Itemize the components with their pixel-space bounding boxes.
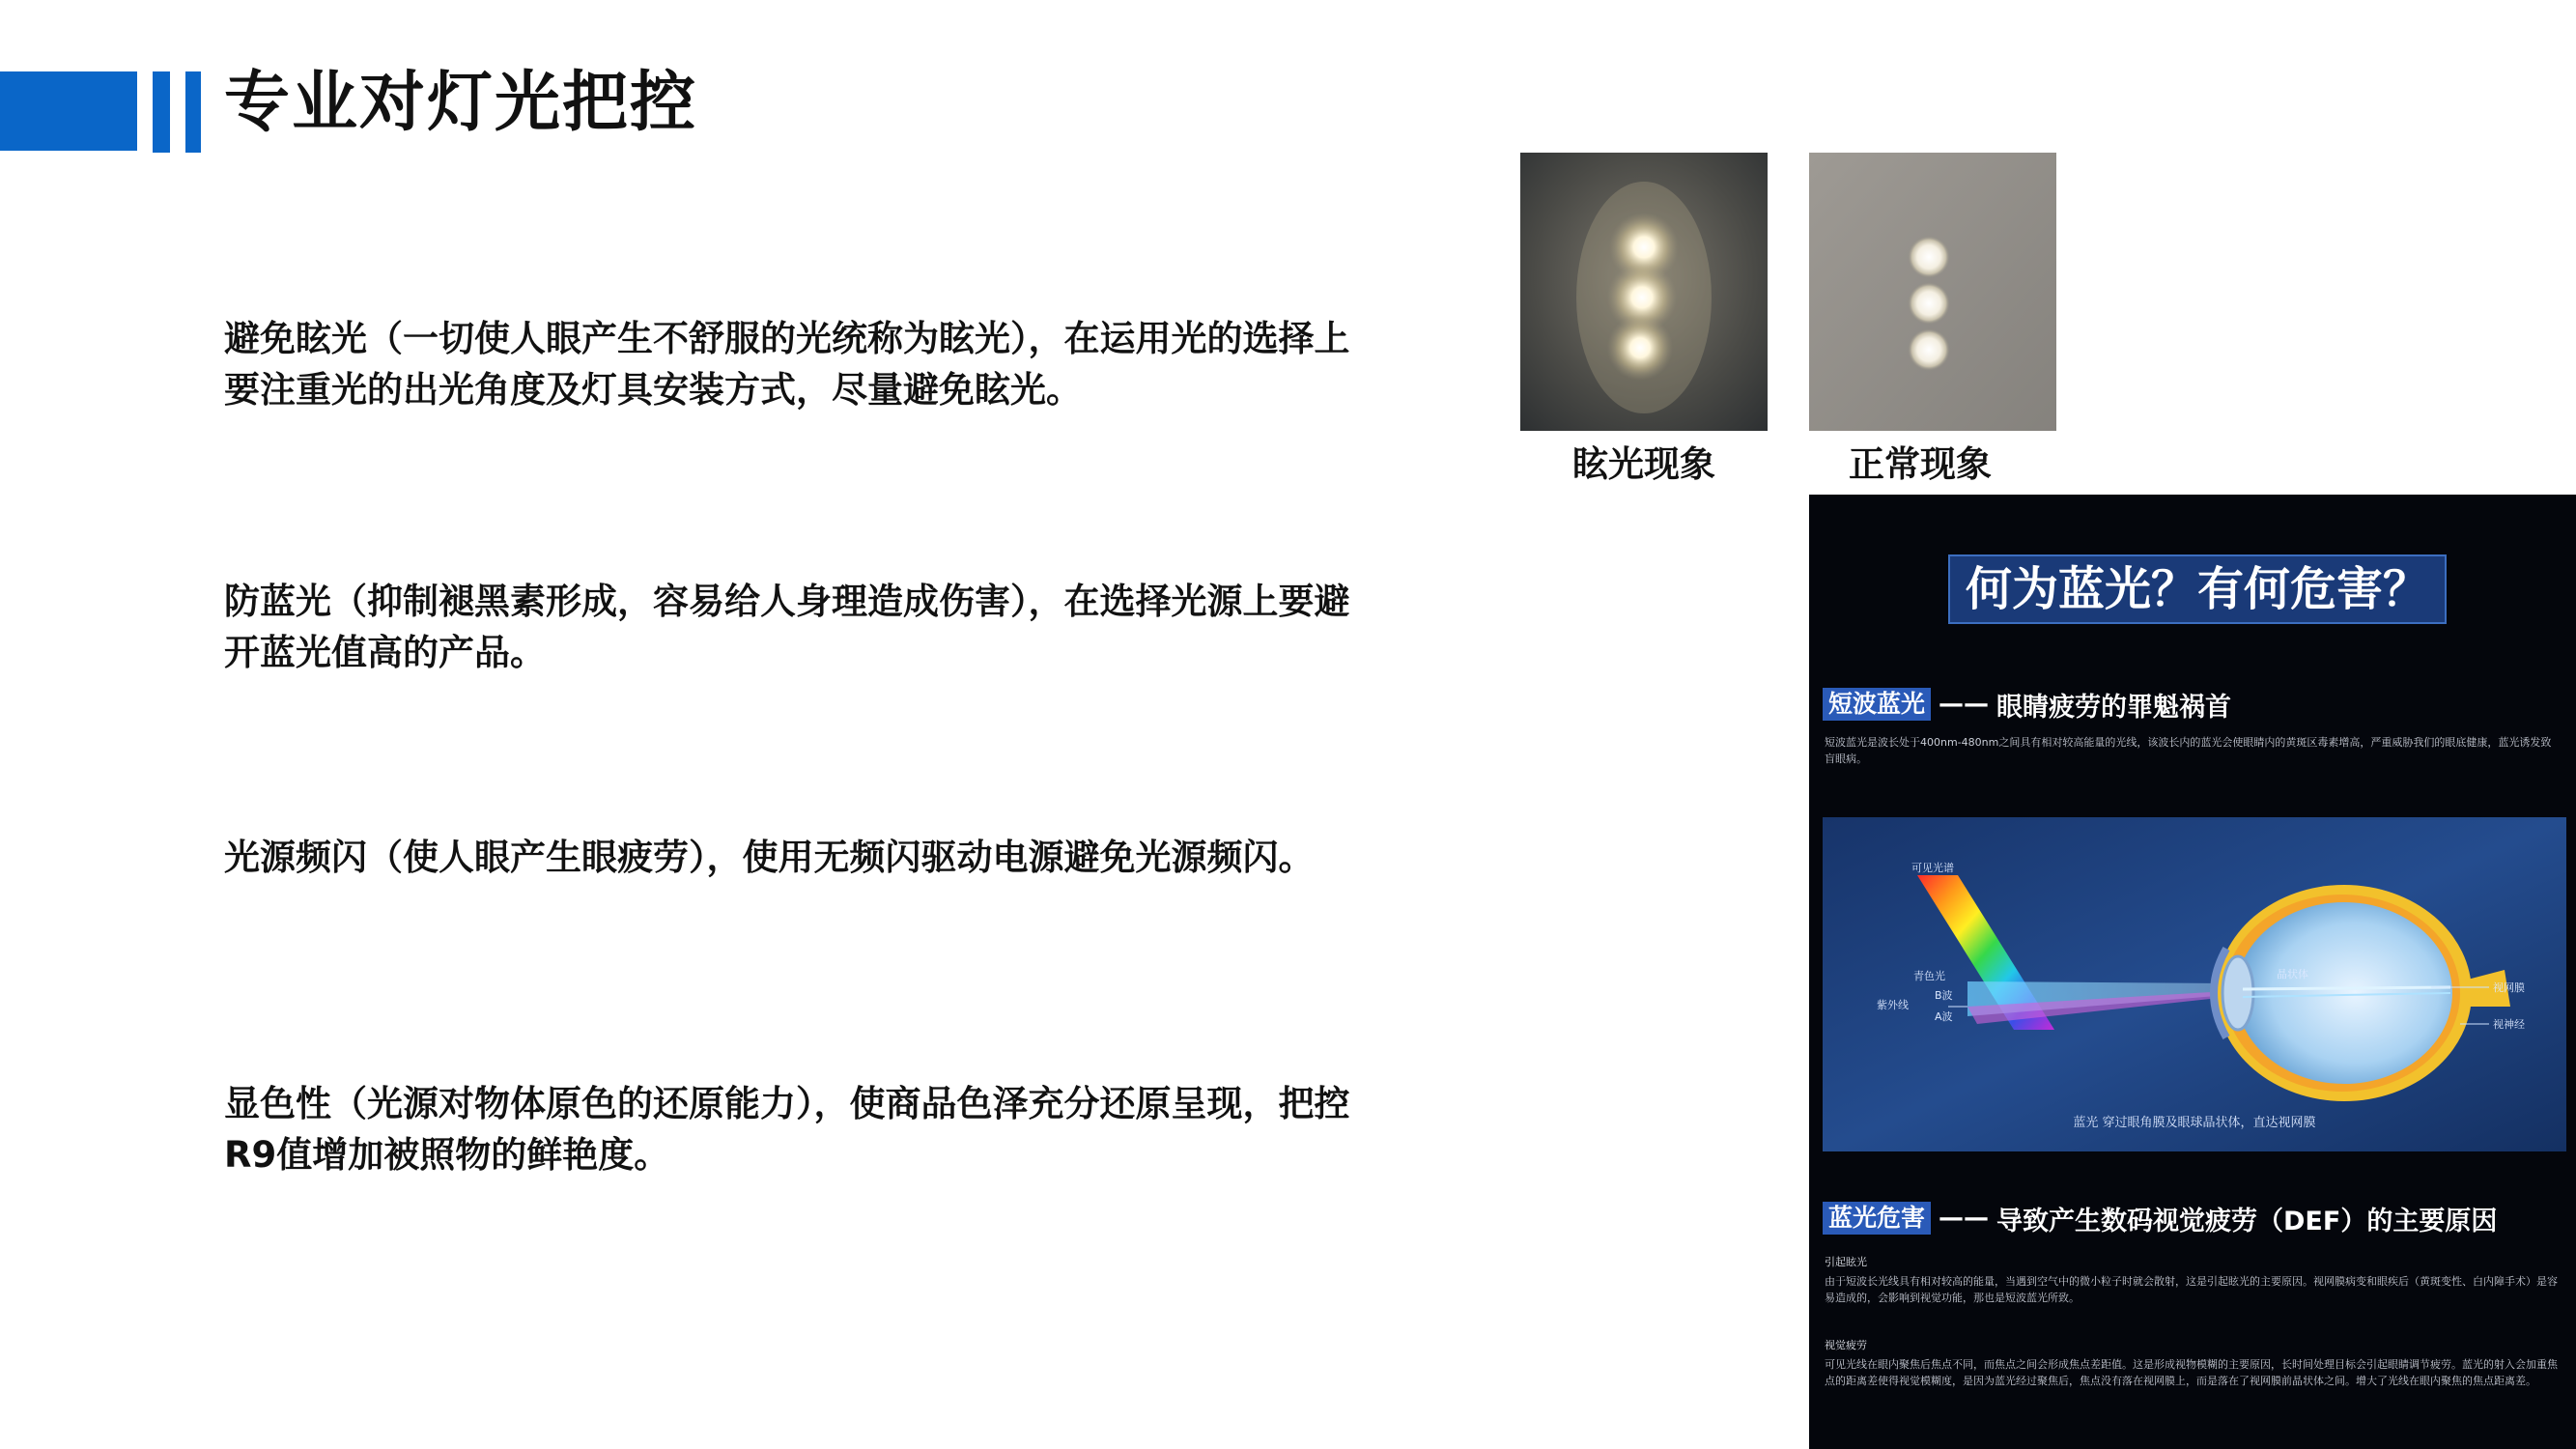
- section-dash: ——: [1939, 1204, 1990, 1233]
- page-title: 专业对灯光把控: [224, 65, 698, 141]
- section-tag: 蓝光危害: [1823, 1202, 1931, 1235]
- section-short-wave-text: 短波蓝光是波长处于400nm-480nm之间具有相对较高能量的光线，该波长内的蓝光会使眼睛内的黄斑区毒素增高，严重威胁我们的眼底健康，蓝光诱发致盲眼病。: [1825, 736, 2552, 765]
- eye-diagram: [1823, 817, 2566, 1151]
- blue-light-infographic: [1809, 495, 2576, 1449]
- diagram-label-cyan: 青色光: [1913, 970, 1945, 982]
- harm-text-fatigue: 可见光线在眼内聚焦后焦点不同，而焦点之间会形成焦点差距值。这是形成视物模糊的主要原因，长时间处理目标会引起眼睛调节疲劳。蓝光的射入会加重焦点的距离差使得视觉模糊度，是因为蓝光经过聚焦后，焦点没有落在视网膜上，而是落在了视网膜前晶状体之间。增大了光线在眼内聚焦的焦点距离差。: [1825, 1358, 2558, 1387]
- normal-photo: [1809, 153, 2056, 431]
- section-subtitle: 眼睛疲劳的罪魁祸首: [1996, 692, 2232, 723]
- diagram-caption: 蓝光 穿过眼角膜及眼球晶状体，直达视网膜: [2073, 1116, 2316, 1130]
- harm-heading-fatigue: 视觉疲劳: [1825, 1339, 1867, 1351]
- harm-heading-glare: 引起眩光: [1825, 1256, 1867, 1268]
- diagram-label-uv: 紫外线: [1877, 999, 1909, 1011]
- title-accent-bar: [0, 71, 137, 151]
- infographic-title: 何为蓝光？有何危害？: [1948, 554, 2447, 624]
- glare-photo: [1520, 153, 1768, 431]
- glare-photo-label: 眩光现象: [1572, 443, 1715, 485]
- diagram-label-lens: 晶状体: [2277, 968, 2308, 980]
- diagram-label-a: A波: [1935, 1010, 1953, 1023]
- section-tag: 短波蓝光: [1823, 688, 1931, 721]
- paragraph-color-rendering: 显色性（光源对物体原色的还原能力），使商品色泽充分还原呈现，把控R9值增加被照物的鲜艳度。: [224, 1083, 1350, 1176]
- section-subtitle: 导致产生数码视觉疲劳（DEF）的主要原因: [1996, 1206, 2498, 1236]
- diagram-label-nerve: 视神经: [2493, 1018, 2525, 1031]
- harm-text-glare: 由于短波长光线具有相对较高的能量，当遇到空气中的微小粒子时就会散射，这是引起眩光的主要原因。视网膜病变和眼疾后（黄斑变性、白内障手术）是容易造成的，会影响到视觉功能，那也是短波蓝光所致。: [1825, 1275, 2558, 1304]
- diagram-label-macula: 视网膜: [2493, 981, 2525, 994]
- paragraph-glare: 避免眩光（一切使人眼产生不舒服的光统称为眩光），在运用光的选择上要注重光的出光角度及灯具安装方式，尽量避免眩光。: [224, 318, 1350, 411]
- title-accent-stripe: [185, 71, 201, 153]
- diagram-label-b: B波: [1935, 989, 1953, 1002]
- section-harm-heading: [1823, 1202, 2497, 1235]
- title-accent-stripe: [153, 71, 170, 153]
- normal-photo-label: 正常现象: [1849, 443, 1992, 485]
- section-dash: ——: [1939, 690, 1990, 719]
- paragraph-blue-light: 防蓝光（抑制褪黑素形成，容易给人身理造成伤害），在选择光源上要避开蓝光值高的产品。: [224, 581, 1350, 673]
- diagram-label-visible: 可见光谱: [1911, 862, 1954, 874]
- section-short-wave-heading: [1823, 688, 2231, 721]
- paragraph-flicker: 光源频闪（使人眼产生眼疲劳），使用无频闪驱动电源避免光源频闪。: [224, 837, 1315, 878]
